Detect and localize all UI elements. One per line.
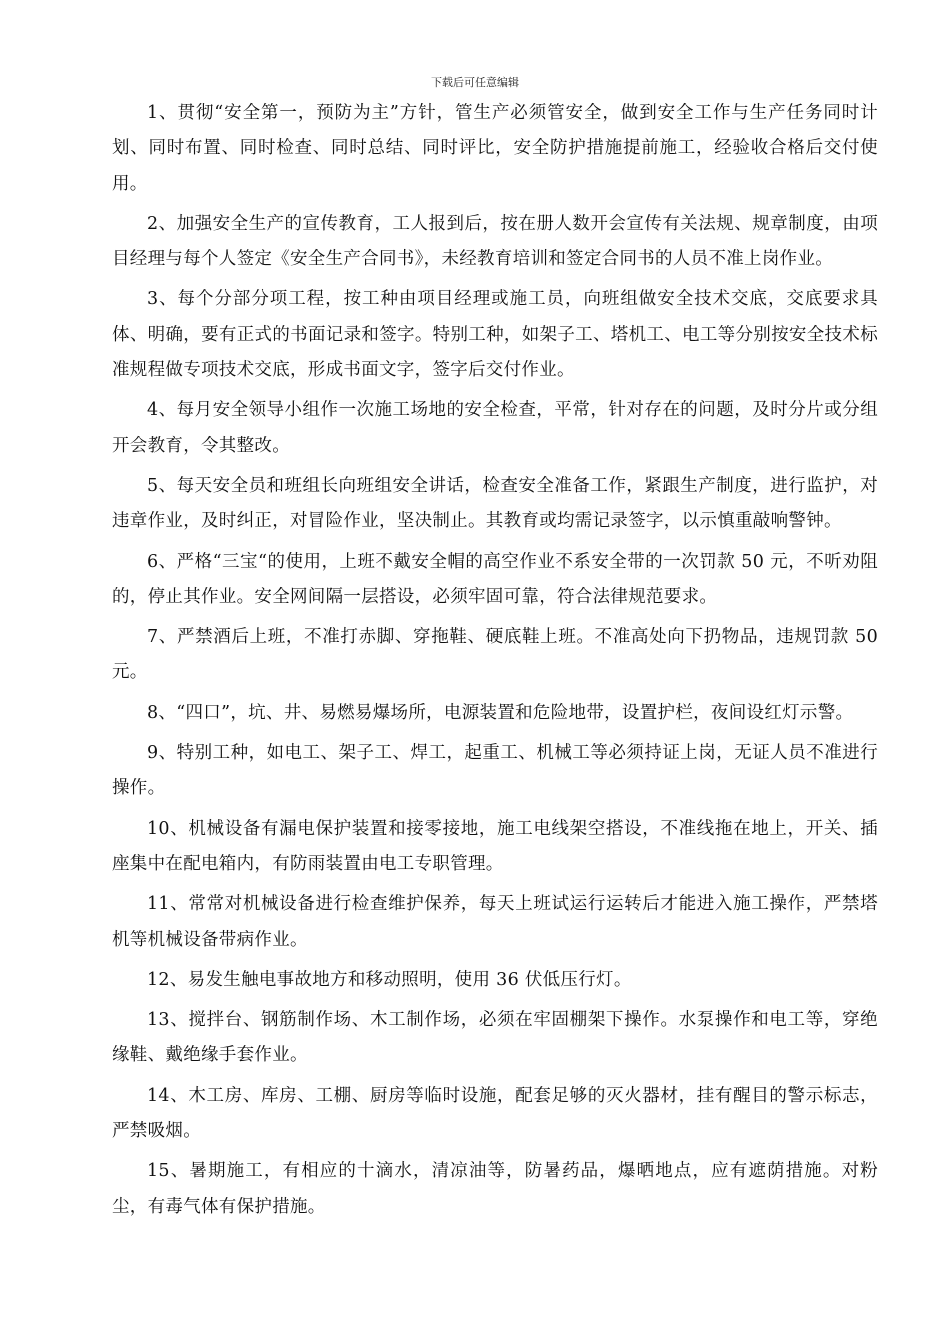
regulation-list (112, 96, 878, 1230)
regulation-item-3: 3、每个分部分项工程，按工种由项目经理或施工员，向班组做安全技术交底，交底要求具体、明确，要有正式的书面记录和签字。特别工种，如架子工、塔机工、电工等分别按安全技术标准规程做专项技术交底，形成书面文字，签字后交付作业。 (112, 289, 878, 381)
regulation-item-15: 15、暑期施工，有相应的十滴水，清凉油等，防暑药品，爆晒地点，应有遮荫措施。对粉尘，有毒气体有保护措施。 (112, 1161, 878, 1217)
regulation-item-4: 4、每月安全领导小组作一次施工场地的安全检查，平常，针对存在的问题，及时分片或分组开会教育，令其整改。 (112, 400, 878, 456)
regulation-item-5: 5、每天安全员和班组长向班组安全讲话，检查安全准备工作，紧跟生产制度，进行监护，对违章作业，及时纠正，对冒险作业，坚决制止。其教育或均需记录签字，以示慎重敲响警钟。 (112, 475, 878, 532)
regulation-item-11: 11、常常对机械设备进行检查维护保养，每天上班试运行运转后才能进入施工操作，严禁塔机等机械设备带病作业。 (112, 894, 878, 950)
regulation-item-13: 13、搅拌台、钢筋制作场、木工制作场，必须在牢固棚架下操作。水泵操作和电工等，穿绝缘鞋、戴绝缘手套作业。 (112, 1010, 878, 1066)
regulation-item-14: 14、木工房、库房、工棚、厨房等临时设施，配套足够的灭火器材，挂有醒目的警示标志，严禁吸烟。 (112, 1085, 878, 1142)
regulation-item-10: 10、机械设备有漏电保护装置和接零接地，施工电线架空搭设，不准线拖在地上，开关、插座集中在配电箱内，有防雨装置由电工专职管理。 (112, 818, 878, 874)
regulation-item-8: 8、“四口”，坑、井、易燃易爆场所，电源装置和危险地带，设置护栏，夜间设红灯示警。 (147, 702, 854, 723)
regulation-item-6: 6、严格“三宝“的使用，上班不戴安全帽的高空作业不系安全带的一次罚款 50 元，不听劝阻的，停止其作业。安全网间隔一层搭设，必须牢固可靠，符合法律规范要求。 (112, 551, 878, 607)
regulation-item-9: 9、特别工种，如电工、架子工、焊工，起重工、机械工等必须持证上岗，无证人员不准进行操作。 (112, 743, 878, 799)
page-header-note: 下载后可任意编辑 (431, 76, 519, 89)
regulation-item-12: 12、易发生触电事故地方和移动照明，使用 36 伏低压行灯。 (147, 969, 632, 990)
regulation-item-2: 2、加强安全生产的宣传教育，工人报到后，按在册人数开会宣传有关法规、规章制度，由项目经理与每个人签定《安全生产合同书》，未经教育培训和签定合同书的人员不准上岗作业。 (112, 213, 878, 270)
regulation-item-7: 7、严禁酒后上班，不准打赤脚、穿拖鞋、硬底鞋上班。不准高处向下扔物品，违规罚款 50 元。 (112, 627, 878, 683)
regulation-item-1: 1、贯彻“安全第一，预防为主”方针，管生产必须管安全，做到安全工作与生产任务同时计划、同时布置、同时检查、同时总结、同时评比，安全防护措施提前施工，经验收合格后交付使用。 (112, 103, 878, 194)
